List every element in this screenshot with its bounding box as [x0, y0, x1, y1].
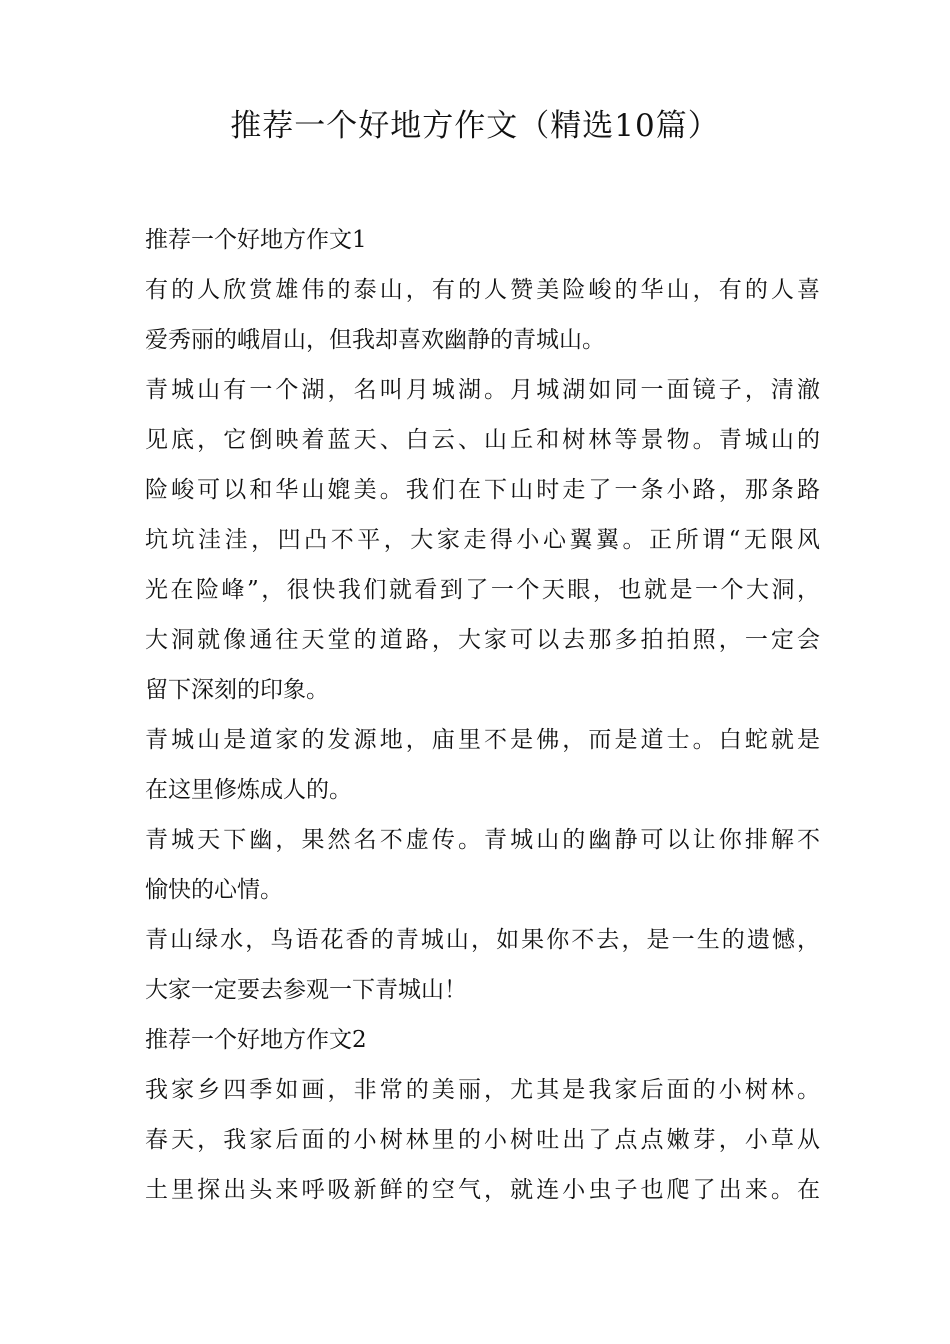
paragraph-line: 愉快的心情。 [145, 877, 283, 903]
paragraph-line: 土里探出头来呼吸新鲜的空气，就连小虫子也爬了出来。在 [145, 1177, 820, 1203]
paragraph-line: 留下深刻的印象。 [145, 677, 329, 703]
paragraph-line: 坑坑洼洼，凹凸不平，大家走得小心翼翼。正所谓“无限风 [145, 527, 820, 553]
document-title: 推荐一个好地方作文（精选10篇） [230, 108, 720, 144]
paragraph-line: 大洞就像通往天堂的道路，大家可以去那多拍拍照，一定会 [145, 627, 820, 653]
paragraph-line: 我家乡四季如画，非常的美丽，尤其是我家后面的小树林。 [145, 1077, 820, 1103]
paragraph-line: 青城天下幽，果然名不虚传。青城山的幽静可以让你排解不 [145, 827, 820, 853]
paragraph-line: 青城山有一个湖，名叫月城湖。月城湖如同一面镜子，清澈 [145, 377, 820, 403]
paragraph-line: 有的人欣赏雄伟的泰山，有的人赞美险峻的华山，有的人喜 [145, 277, 820, 303]
section-heading: 推荐一个好地方作文2 [145, 1027, 367, 1053]
paragraph-line: 光在险峰”，很快我们就看到了一个天眼，也就是一个大洞， [145, 577, 820, 603]
paragraph-line: 大家一定要去参观一下青城山！ [145, 977, 467, 1003]
paragraph-line: 在这里修炼成人的。 [145, 777, 352, 803]
document-body [145, 215, 820, 1215]
paragraph-line: 险峻可以和华山媲美。我们在下山时走了一条小路，那条路 [145, 477, 820, 503]
paragraph-line: 见底，它倒映着蓝天、白云、山丘和树林等景物。青城山的 [145, 427, 820, 453]
section-heading: 推荐一个好地方作文1 [145, 227, 367, 253]
paragraph-line: 青山绿水，鸟语花香的青城山，如果你不去，是一生的遗憾， [145, 927, 820, 953]
paragraph-line: 春天，我家后面的小树林里的小树吐出了点点嫩芽，小草从 [145, 1127, 820, 1153]
paragraph-line: 爱秀丽的峨眉山，但我却喜欢幽静的青城山。 [145, 327, 605, 353]
paragraph-line: 青城山是道家的发源地，庙里不是佛，而是道士。白蛇就是 [145, 727, 820, 753]
